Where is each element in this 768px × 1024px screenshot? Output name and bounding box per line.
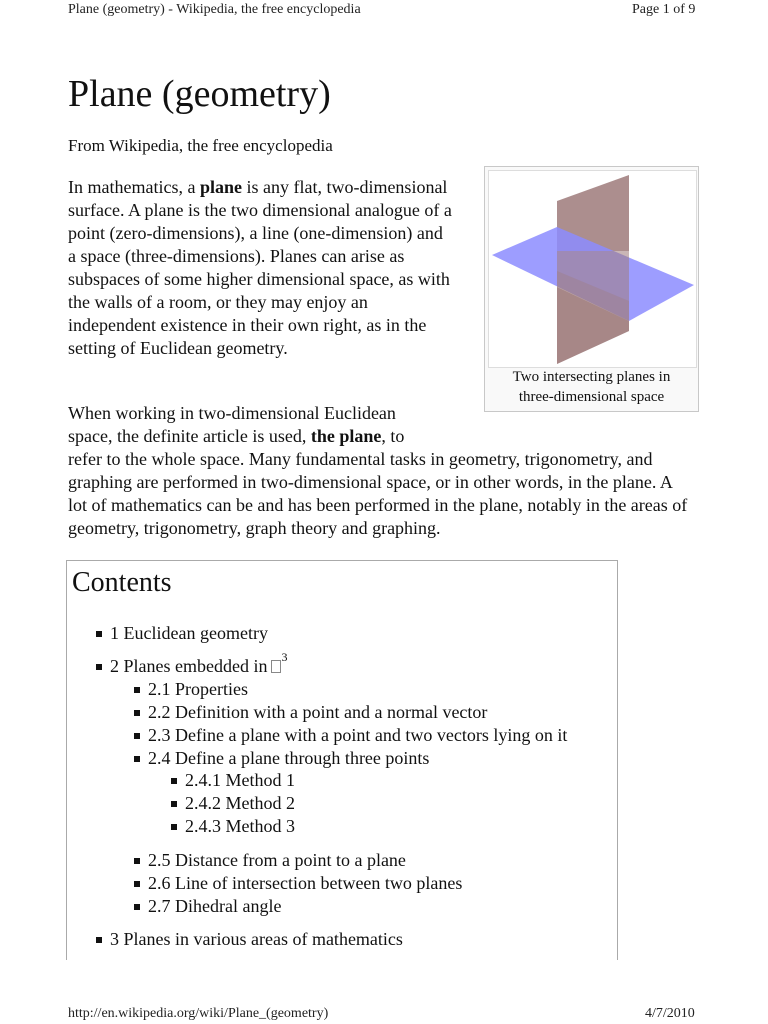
toc-item-label: 2 Planes embedded in [110,656,268,676]
toc-item-label: 2.7 Dihedral angle [148,896,282,916]
toc-item[interactable] [171,770,295,791]
bullet-icon [134,733,140,739]
missing-glyph-icon [271,660,281,673]
bullet-icon [134,858,140,864]
toc-item[interactable] [171,793,295,814]
toc-superscript: 3 [281,650,288,664]
bullet-icon [171,801,177,807]
toc-item[interactable] [171,816,295,837]
intro-p2-bold-term: the plane [310,426,382,446]
toc-item[interactable] [134,725,567,746]
toc-item-label: 2.6 Line of intersection between two planes [148,873,463,893]
toc-item[interactable] [134,873,462,894]
print-footer-date: 4/7/2010 [645,1006,695,1021]
figure-caption-line-2: three-dimensional space [518,389,665,405]
toc-item-label: 2.5 Distance from a point to a plane [148,850,406,870]
bullet-icon [171,778,177,784]
figure-image[interactable] [488,170,697,368]
toc-item[interactable] [134,679,248,700]
toc-item-label: 2.4.3 Method 3 [185,816,295,836]
toc-item-label: 3 Planes in various areas of mathematics [110,929,403,949]
intro-paragraph-1 [68,176,453,360]
toc-item-label: 2.4.1 Method 1 [185,770,295,790]
table-of-contents [66,560,618,960]
intro-p1-text-b: is any flat, two-dimensional surface. A plane is the two dimensional analogue of a point (zero-dimensions), a line (one-dimension) and a space (three-dimensions). Planes can arise as subspaces of some higher dimensional space, as with the walls of a room, or they may enjoy an independent existence in their own right, as in the setting of Euclidean geometry. [68,177,452,358]
intro-p1-text-a: In mathematics, a [68,177,200,197]
toc-item[interactable] [134,748,429,769]
intro-paragraph-2 [68,402,693,540]
bullet-icon [134,881,140,887]
toc-item[interactable] [96,623,268,644]
bullet-icon [171,824,177,830]
from-line: From Wikipedia, the free encyclopedia [68,136,333,155]
intro-p2-text-b: , to refer to the whole space. Many fundamental tasks in geometry, trigonometry, and graphing are performed in two-dimensional space, or in other words, in the plane. A lot of mathematics can be and has been performed in the plane, notably in the areas of geometry, trigonometry, graph theory and graphing. [68,426,688,538]
figure-wrap-spacer [438,402,693,448]
toc-item-label: 2.4.2 Method 2 [185,793,295,813]
intro-p2-text-a: When working in two-dimensional Euclidean space, the definite article is used, [68,403,396,446]
intersecting-planes-illustration [489,171,696,367]
print-footer-url[interactable]: http://en.wikipedia.org/wiki/Plane_(geometry) [68,1006,329,1021]
page-title: Plane (geometry) [68,73,331,115]
toc-item-label: 2.2 Definition with a point and a normal vector [148,702,488,722]
bullet-icon [96,937,102,943]
bullet-icon [134,756,140,762]
bullet-icon [134,687,140,693]
toc-item-label: 2.1 Properties [148,679,248,699]
toc-title: Contents [72,567,172,598]
bullet-icon [96,631,102,637]
toc-item-label: 2.4 Define a plane through three points [148,748,430,768]
figure-caption-line-1: Two intersecting planes in [512,369,671,385]
page-indicator: Page 1 of 9 [632,2,696,17]
toc-item[interactable] [96,929,403,950]
toc-item[interactable] [96,650,288,677]
bullet-icon [134,710,140,716]
figure-box [484,166,699,412]
print-header-title: Plane (geometry) - Wikipedia, the free encyclopedia [68,2,361,17]
bullet-icon [96,664,102,670]
toc-item-label: 2.3 Define a plane with a point and two vectors lying on it [148,725,568,745]
figure-caption [489,367,694,407]
toc-item[interactable] [134,850,406,871]
bullet-icon [134,904,140,910]
toc-item[interactable] [134,702,487,723]
toc-item-label: 1 Euclidean geometry [110,623,268,643]
toc-item[interactable] [134,896,281,917]
intro-p1-bold-term: plane [199,177,242,197]
